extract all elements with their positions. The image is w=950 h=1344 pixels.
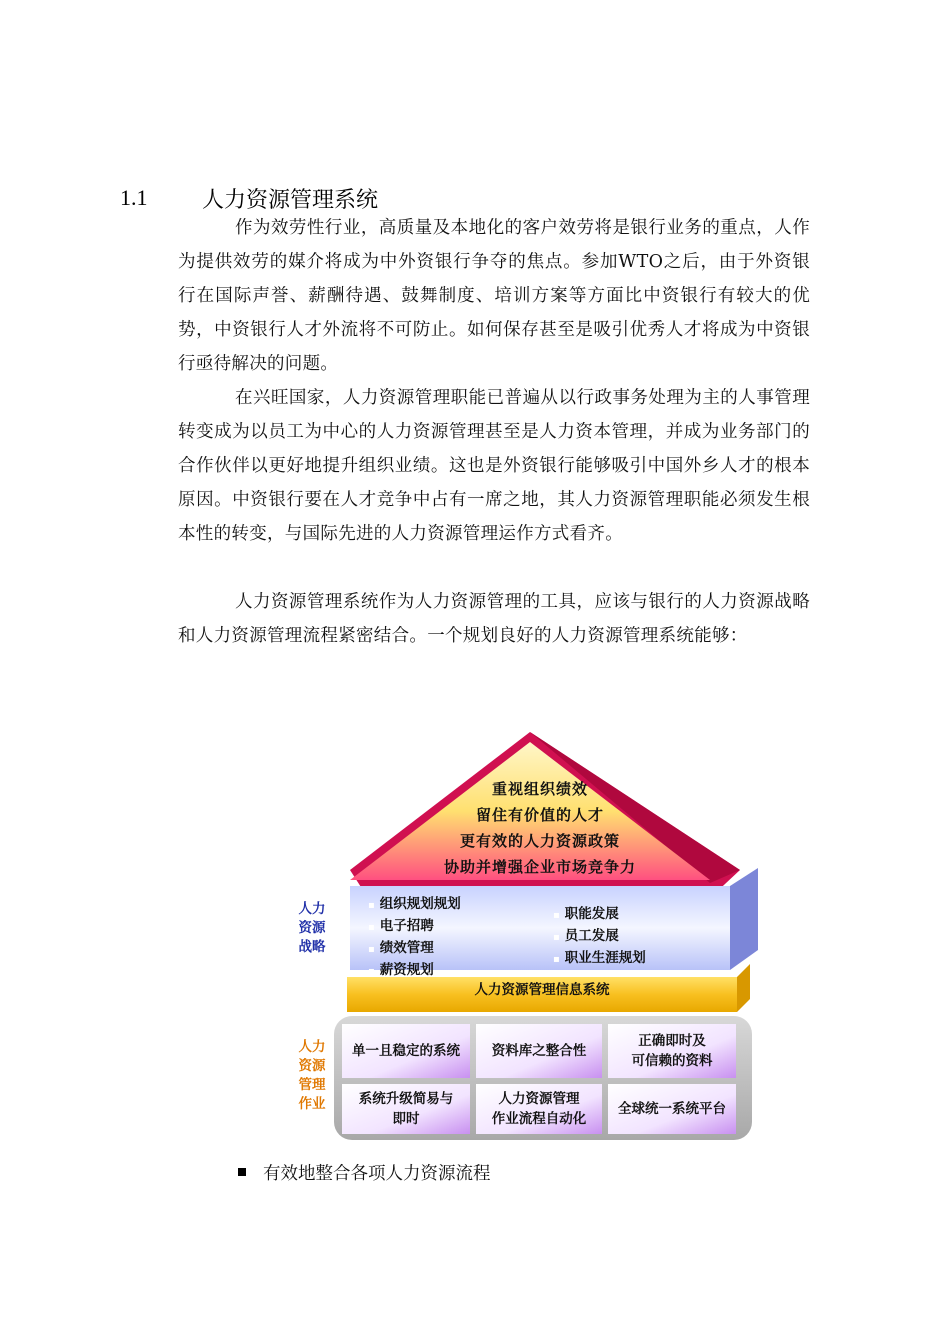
roof-line: 协助并增强企业市场竞争力: [443, 858, 636, 876]
strategy-item: ▪ 职能发展: [553, 904, 646, 926]
ops-cell: 全球统一系统平台: [618, 1101, 726, 1117]
paragraph-3: 人力资源管理系统作为人力资源管理的工具，应该与银行的人力资源战略和人力资源管理流程紧密结合。一个规划良好的人力资源管理系统能够：: [178, 592, 810, 646]
strategy-item: ▪ 组织规划规划: [368, 894, 461, 916]
hr-system-house-diagram: [290, 728, 760, 1148]
operations-label-line: 管理: [298, 1077, 326, 1093]
strategy-label-line: 人力: [298, 901, 326, 917]
paragraph-2: 在兴旺国家，人力资源管理职能已普遍从以行政事务处理为主的人事管理转变成为以员工为中心的人力资源管理甚至是人力资本管理，并成为业务部门的合作伙伴以更好地提升组织业绩。这也是外资银行能够吸引中国外乡人才的根本原因。中资银行要在人才竞争中占有一席之地，其人力资源管理职能必须发生根本性的转变，与国际先进的人力资源管理运作方式看齐。: [178, 388, 810, 544]
ops-cell: 资料库之整合性: [491, 1043, 587, 1059]
ops-cell: 正确即时及 可信赖的资料: [631, 1033, 713, 1069]
roof-line: 留住有价值的人才: [475, 806, 604, 824]
strategy-list-right: [553, 904, 646, 970]
operations-label: [290, 1038, 334, 1114]
strategy-item: ▪ 绩效管理: [368, 938, 461, 960]
paragraph-1: 作为效劳性行业，高质量及本地化的客户效劳将是银行业务的重点，人作为提供效劳的媒介将成为中外资银行争夺的焦点。参加WTO之后，由于外资银行在国际声誉、薪酬待遇、鼓舞制度、培训方案等方面比中资银行有较大的优势，中资银行人才外流将不可防止。如何保存甚至是吸引优秀人才将成为中资银行亟待解决的问题。: [178, 218, 810, 374]
ops-cell: 人力资源管理 作业流程自动化: [491, 1091, 587, 1127]
info-system-bar: 人力资源管理信息系统: [474, 982, 610, 998]
strategy-item: ▪ 薪资规划: [368, 960, 461, 982]
strategy-list-left: [368, 894, 461, 982]
operations-label-line: 作业: [298, 1096, 326, 1112]
bullet-square-icon: [238, 1168, 246, 1176]
roof-line: 更有效的人力资源政策: [459, 832, 620, 850]
strategy-item: ▪ 员工发展: [553, 926, 646, 948]
strategy-side: [730, 868, 758, 970]
section-title: 人力资源管理系统: [202, 188, 379, 213]
operations-label-line: 人力: [298, 1039, 326, 1055]
section-number: 1.1: [120, 185, 148, 210]
roof-line: 重视组织绩效: [491, 780, 588, 798]
roof-text: [390, 776, 690, 880]
operations-label-line: 资源: [298, 1058, 326, 1074]
strategy-label-line: 资源: [298, 920, 326, 936]
ops-cell: 单一且稳定的系统: [352, 1043, 460, 1059]
bullet-text: 有效地整合各项人力资源流程: [263, 1164, 491, 1184]
strategy-item: ▪ 职业生涯规划: [553, 948, 646, 970]
strategy-label-line: 战略: [298, 939, 326, 955]
bullet-item: [238, 1160, 491, 1185]
info-bar-side: [737, 964, 750, 1012]
strategy-item: ▪ 电子招聘: [368, 916, 461, 938]
strategy-label: [290, 900, 334, 957]
ops-cell: 系统升级简易与 即时: [358, 1091, 454, 1127]
